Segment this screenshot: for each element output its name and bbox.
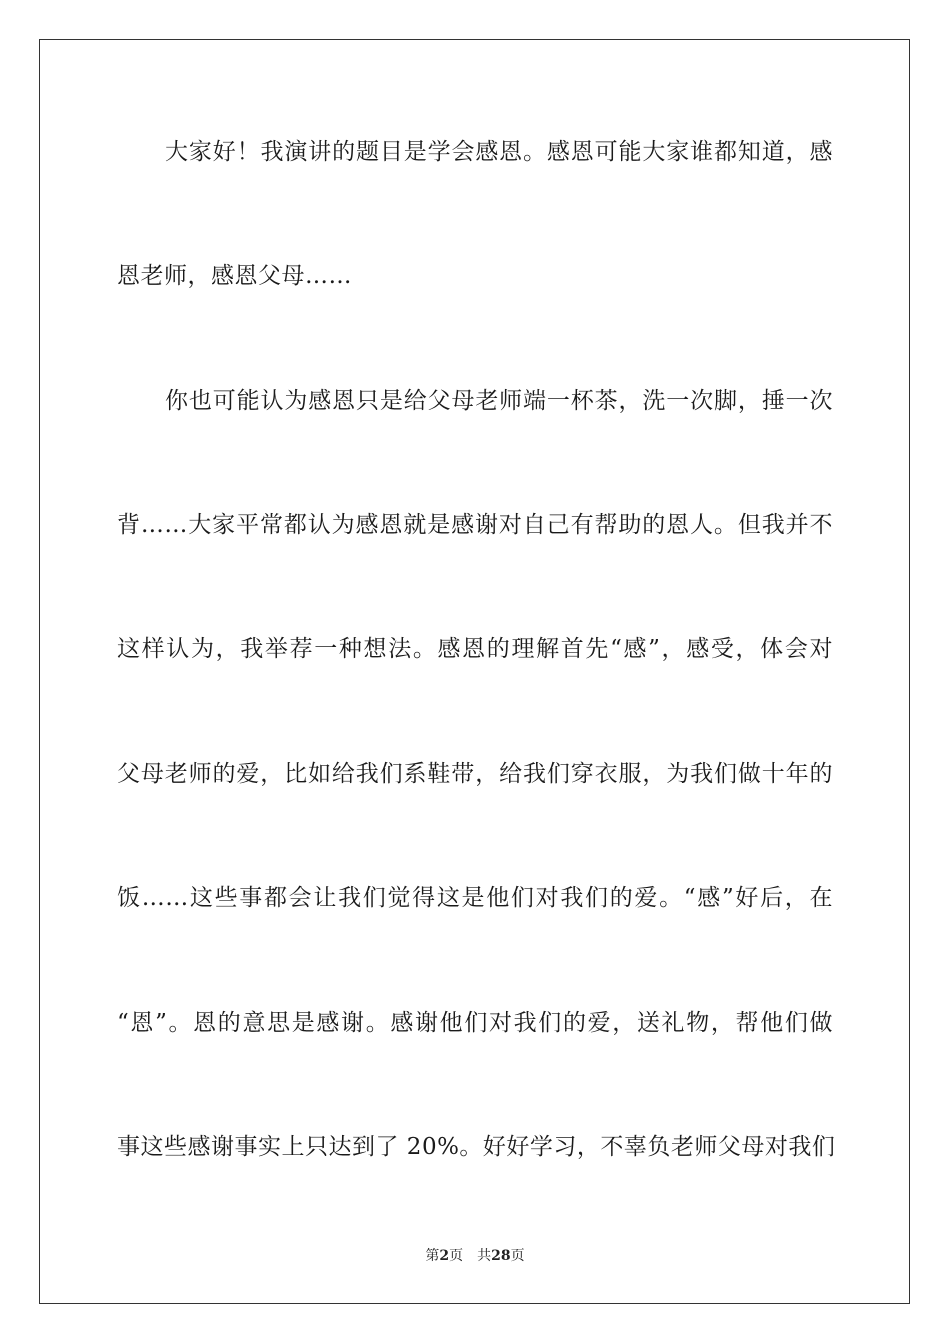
paragraph-2-line-3: 这样认为，我举荐一种想法。感恩的理解首先“感”，感受，体会对 bbox=[117, 636, 833, 662]
page-number: 2 bbox=[439, 1248, 450, 1264]
paragraph-2-line-7: 事这些感谢事实上只达到了 20%。好好学习，不辜负老师父母对我们 bbox=[117, 1134, 836, 1160]
total-pages: 28 bbox=[491, 1248, 511, 1264]
total-prefix: 共 bbox=[477, 1248, 492, 1264]
paragraph-2-line-6: “恩”。恩的意思是感谢。感谢他们对我们的爱，送礼物，帮他们做 bbox=[117, 1010, 833, 1036]
paragraph-2-line-5: 饭……这些事都会让我们觉得这是他们对我们的爱。“感”好后，在 bbox=[117, 885, 833, 911]
page-suffix: 页 bbox=[449, 1248, 464, 1264]
page-footer bbox=[0, 1247, 950, 1265]
paragraph-1-line-2: 恩老师，感恩父母…… bbox=[117, 263, 352, 289]
paragraph-2-line-4: 父母老师的爱，比如给我们系鞋带，给我们穿衣服，为我们做十年的 bbox=[117, 761, 833, 787]
total-suffix: 页 bbox=[510, 1248, 525, 1264]
paragraph-2-line-2: 背……大家平常都认为感恩就是感谢对自己有帮助的恩人。但我并不 bbox=[117, 512, 833, 538]
page-prefix: 第 bbox=[425, 1248, 440, 1264]
paragraph-2-line-1: 你也可能认为感恩只是给父母老师端一杯茶，洗一次脚，捶一次 bbox=[165, 388, 833, 414]
page-border bbox=[39, 39, 910, 1304]
paragraph-1-line-1: 大家好！我演讲的题目是学会感恩。感恩可能大家谁都知道，感 bbox=[165, 139, 833, 165]
